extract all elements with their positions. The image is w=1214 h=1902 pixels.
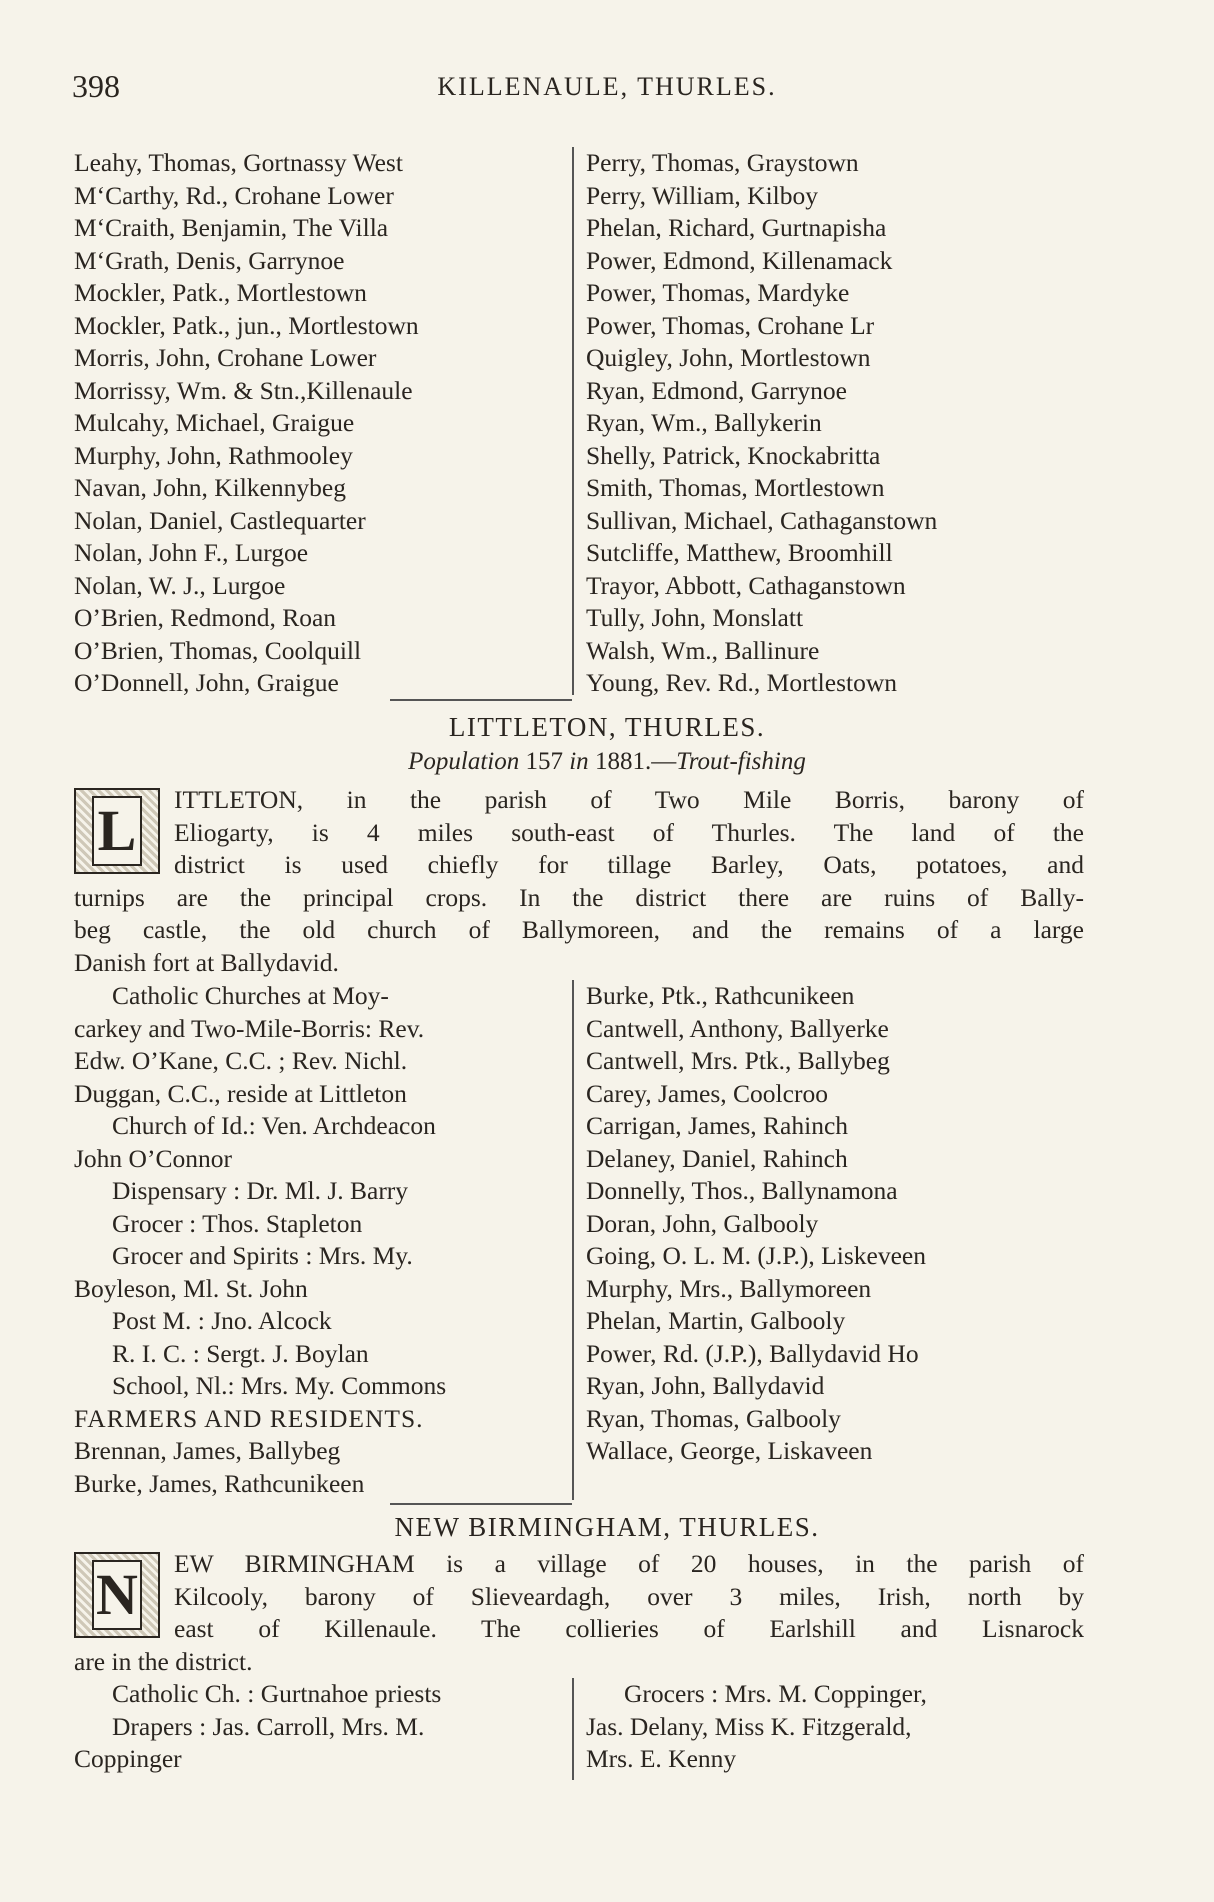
new-birmingham-description [74,1548,1084,1678]
list-item: carkey and Two-Mile-Borris: Rev. [74,1013,425,1043]
list-item: Navan, John, Kilkennybeg [74,473,346,502]
list-item: Murphy, John, Rathmooley [74,440,353,470]
column-divider [572,147,574,695]
list-item: John O’Connor [74,1143,232,1173]
list-item: Nolan, W. J., Lurgoe [74,570,286,600]
list-item: Quigley, John, Mortlestown [586,343,871,372]
list-item: Nolan, John F., Lurgoe [74,538,309,567]
list-item: Jas. Delany, Miss K. Fitzgerald, [586,1711,912,1741]
page-number: 398 [72,68,120,104]
page-header [72,68,1142,108]
list-item: Carey, James, Coolcroo [586,1078,828,1108]
list-item: Cantwell, Mrs. Ptk., Ballybeg [586,1046,890,1075]
list-item: Young, Rev. Rd., Mortlestown [586,668,897,697]
list-item: Morris, John, Crohane Lower [74,343,377,372]
list-item: Mockler, Patk., jun., Mortlestown [74,310,419,340]
list-item: Church of Id.: Ven. Archdeacon [112,1111,436,1140]
population-value: 157 [525,748,563,775]
paragraph-line: district is used chiefly for tillage Barley, Oats, potatoes, and [174,850,1084,879]
list-item: Trayor, Abbott, Cathaganstown [586,570,906,600]
littleton-right-column [586,980,1096,1468]
list-item: Mockler, Patk., Mortlestown [74,278,367,307]
list-item: Carrigan, James, Rahinch [586,1111,849,1140]
drop-cap-letter: N [92,1560,142,1630]
list-item: Wallace, George, Liskaveen [586,1436,873,1465]
littleton-title: LITTLETON, THURLES. [448,712,766,742]
drop-cap-letter: L [92,796,142,866]
paragraph-line: east of Killenaule. The collieries of Earlshill and Lisnarock [174,1614,1084,1643]
list-item: O’Donnell, John, Graigue [74,668,339,697]
column-divider [572,1678,574,1780]
list-item: Coppinger [74,1744,182,1773]
list-item: Nolan, Daniel, Castlequarter [74,505,366,535]
list-item: Dispensary : Dr. Ml. J. Barry [112,1176,409,1205]
column-divider [572,980,574,1500]
list-item: Grocer : Thos. Stapleton [112,1208,363,1238]
population-in: in [569,748,589,775]
population-year: 1881.— [594,748,677,775]
list-item: Grocers : Mrs. M. Coppinger, [624,1679,927,1708]
new-birmingham-title: NEW BIRMINGHAM, THURLES. [394,1512,820,1542]
list-item: Post M. : Jno. Alcock [112,1306,332,1335]
paragraph-line: beg castle, the old church of Ballymoreen, and the remains of a large [74,915,1084,944]
list-item: Donnelly, Thos., Ballynamona [586,1176,898,1205]
list-item: Smith, Thomas, Mortlestown [586,473,885,502]
paragraph-line: ITTLETON, in the parish of Two Mile Borris, barony of [174,785,1084,814]
list-item: M‘Craith, Benjamin, The Villa [74,213,389,242]
list-item: Shelly, Patrick, Knockabritta [586,440,881,470]
killenaule-right-column [586,147,1096,700]
killenaule-left-column [74,147,560,700]
list-item: Drapers : Jas. Carroll, Mrs. M. [112,1711,425,1741]
list-item: Edw. O’Kane, C.C. ; Rev. Nichl. [74,1046,408,1075]
new-birmingham-left-column [74,1678,560,1776]
list-item: Power, Edmond, Killenamack [586,245,893,275]
list-item: Cantwell, Anthony, Ballyerke [586,1013,889,1043]
list-item: Leahy, Thomas, Gortnassy West [74,148,403,177]
list-item: M‘Carthy, Rd., Crohane Lower [74,180,394,210]
new-birmingham-right-column [586,1678,1096,1776]
list-item: Doran, John, Galbooly [586,1208,819,1238]
paragraph-line: Danish fort at Ballydavid. [74,947,339,977]
list-item: Catholic Ch. : Gurtnahoe priests [112,1679,442,1708]
list-item: Delaney, Daniel, Rahinch [586,1143,848,1173]
list-item: Phelan, Martin, Galbooly [586,1306,846,1335]
section-rule [390,699,572,701]
list-item: Sutcliffe, Matthew, Broomhill [586,538,893,567]
killenaule-listing [74,147,1094,697]
list-item: Brennan, James, Ballybeg [74,1436,341,1465]
littleton-left-column [74,980,560,1500]
list-item: O’Brien, Redmond, Roan [74,603,337,632]
list-item: Burke, Ptk., Rathcunikeen [586,981,855,1010]
list-item: Mrs. E. Kenny [586,1744,737,1773]
list-item: Duggan, C.C., reside at Littleton [74,1078,407,1108]
population-label: Population [408,748,520,775]
list-item: R. I. C. : Sergt. J. Boylan [112,1338,369,1368]
littleton-description [74,784,1084,979]
list-item: Mulcahy, Michael, Graigue [74,408,355,437]
paragraph-line: Eliogarty, is 4 miles south-east of Thurles. The land of the [174,817,1084,847]
list-item: Morrissy, Wm. & Stn.,Killenaule [74,375,413,405]
trout-fishing-note: Trout-fishing [676,748,806,775]
littleton-listing [74,980,1094,1502]
list-item: Power, Rd. (J.P.), Ballydavid Ho [586,1338,919,1368]
list-item: Phelan, Richard, Gurtnapisha [586,213,887,242]
section-rule [390,1503,572,1505]
littleton-subtitle [0,748,1214,776]
list-item: Going, O. L. M. (J.P.), Liskeveen [586,1241,926,1270]
paragraph-line: EW BIRMINGHAM is a village of 20 houses, in the parish of [174,1549,1084,1578]
list-item: Boyleson, Ml. St. John [74,1273,308,1303]
paragraph-line: Kilcooly, barony of Slieveardagh, over 3 miles, Irish, north by [174,1581,1084,1611]
farmers-heading: FARMERS AND RESIDENTS. [74,1403,424,1433]
paragraph-line: turnips are the principal crops. In the district there are ruins of Bally- [74,882,1084,912]
list-item: Murphy, Mrs., Ballymoreen [586,1273,872,1303]
running-title: KILLENAULE, THURLES. [437,72,777,101]
list-item: Perry, William, Kilboy [586,180,818,210]
list-item: Sullivan, Michael, Cathaganstown [586,505,938,535]
list-item: Perry, Thomas, Graystown [586,148,859,177]
list-item: Grocer and Spirits : Mrs. My. [112,1241,413,1270]
list-item: Power, Thomas, Mardyke [586,278,850,307]
list-item: Ryan, Thomas, Galbooly [586,1403,841,1433]
new-birmingham-listing [74,1678,1094,1782]
list-item: School, Nl.: Mrs. My. Commons [112,1371,447,1400]
list-item: O’Brien, Thomas, Coolquill [74,635,362,665]
list-item: Burke, James, Rathcunikeen [74,1468,365,1498]
list-item: Power, Thomas, Crohane Lr [586,310,875,340]
list-item: Tully, John, Monslatt [586,603,804,632]
list-item: Ryan, John, Ballydavid [586,1371,825,1400]
list-item: Ryan, Edmond, Garrynoe [586,375,848,405]
list-item: Catholic Churches at Moy- [112,981,389,1010]
list-item: Walsh, Wm., Ballinure [586,635,820,665]
paragraph-line: are in the district. [74,1646,253,1676]
list-item: Ryan, Wm., Ballykerin [586,408,822,437]
list-item: M‘Grath, Denis, Garrynoe [74,245,345,275]
